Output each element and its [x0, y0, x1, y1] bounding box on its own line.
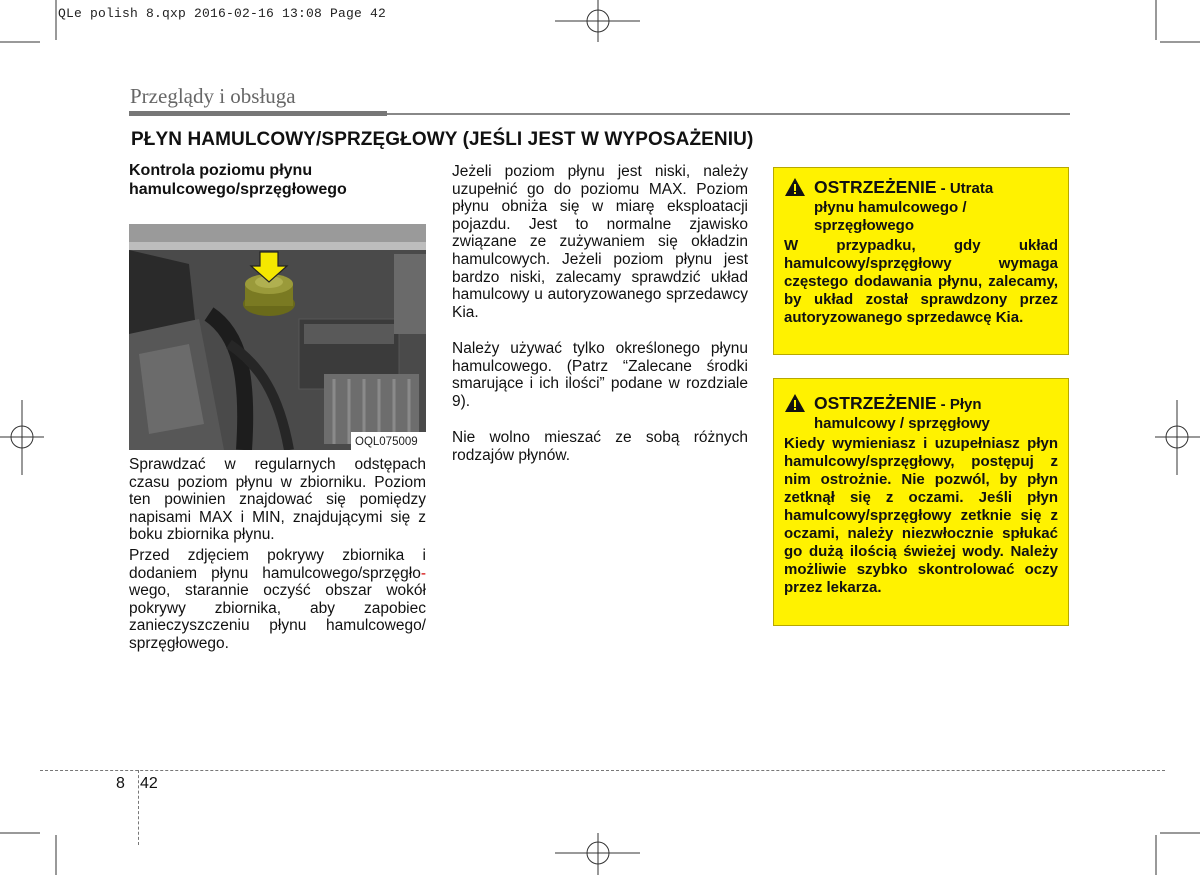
- warning-title-end: płynu hamulcowego / sprzęgłowego: [814, 199, 967, 234]
- figure-code: OQL075009: [355, 436, 418, 448]
- warning-box-fluid-contact: [773, 378, 1069, 626]
- warning-box-fluid-loss: [773, 167, 1069, 355]
- footer-rule: [40, 770, 1165, 771]
- warning-title-end: hamulcowy / sprzęgłowy: [814, 415, 990, 432]
- header-rule-thick: [129, 111, 387, 116]
- warning-header: [784, 177, 1058, 199]
- warning-triangle-icon: [784, 393, 806, 413]
- left-paragraph-2-start: Przed zdjęciem pokrywy zbiornika i dodaniem płynu hamulcowego/sprzęgło: [129, 547, 426, 582]
- page-number: 42: [140, 775, 158, 792]
- registration-mark-right: [1155, 400, 1200, 475]
- warning-body: W przypadku, gdy układ hamulcowy/sprzęgłowy wymaga częstego dodawania płynu, zalecamy, by układ został sprawdzony przez autoryzowanego sprzedawcę Kia.: [784, 237, 1058, 326]
- warning-title-start: - Płyn: [936, 396, 982, 413]
- left-paragraph-2: [129, 547, 426, 653]
- page-heading: PŁYN HAMULCOWY/SPRZĘGŁOWY (JEŚLI JEST W WYPOSAŻENIU): [131, 129, 754, 150]
- section-title: Przeglądy i obsługa: [130, 84, 296, 108]
- warning-label: OSTRZEŻENIE: [814, 177, 937, 197]
- left-paragraph-1: Sprawdzać w regularnych odstępach czasu poziom płynu w zbiorniku. Poziom ten powinien znajdować się pomiędzy napisami MAX i MIN, znajdującymi się z boku zbiornika płynu.: [129, 456, 426, 544]
- warning-triangle-icon: [784, 177, 806, 197]
- header-rule-thin: [387, 113, 1070, 115]
- middle-paragraph-3: Nie wolno mieszać ze sobą różnych rodzajów płynów.: [452, 429, 748, 464]
- file-slug: QLe polish 8.qxp 2016-02-16 13:08 Page 42: [58, 6, 387, 21]
- warning-label: OSTRZEŻENIE: [814, 393, 937, 413]
- footer-divider: [138, 770, 139, 845]
- middle-paragraph-2: Należy używać tylko określonego płynu hamulcowego. (Patrz “Zalecane środki smarujące i ich ilości” podane w rozdziale 9).: [452, 340, 748, 410]
- subheading: Kontrola poziomu płynu hamulcowego/sprzęgłowego: [129, 162, 347, 198]
- chapter-number: 8: [116, 775, 125, 792]
- hyphen-mark: -: [420, 564, 426, 582]
- registration-mark-left: [0, 400, 44, 475]
- engine-bay-photo: [129, 224, 426, 450]
- warning-title-start: - Utrata: [936, 180, 994, 197]
- middle-paragraph-1: Jeżeli poziom płynu jest niski, należy uzupełnić go do poziomu MAX. Poziom płynu obniża się w miarę eksploatacji pojazdu. Jest to normalne zjawisko związane ze zużywaniem się okładzin hamulcowych. Jeżeli poziom płynu jest bardzo niski, zalecamy sprawdzić układ hamulcowy u autoryzowanego sprzedawcy Kia.: [452, 163, 748, 321]
- left-paragraph-2-end: wego, starannie oczyść obszar wokół pokrywy zbiornika, aby zapobiec zanieczyszczeniu płynu hamulcowego/ sprzęgłowego.: [129, 582, 426, 652]
- registration-mark-top: [555, 0, 640, 42]
- warning-body: Kiedy wymieniasz i uzupełniasz płyn hamulcowy/sprzęgłowy, postępuj z nim ostrożnie. Nie pozwól, by płyn zetknął się z oczami. Jeśli płyn hamulcowy/sprzęgłowy zetknie się z oczami, należy niezwłocznie spłukać go dużą ilością świeżej wody. Należy możliwie szybko skontrolować oczy przez lekarza.: [784, 435, 1058, 596]
- warning-header: [784, 393, 1058, 415]
- registration-mark-bottom: [555, 833, 640, 875]
